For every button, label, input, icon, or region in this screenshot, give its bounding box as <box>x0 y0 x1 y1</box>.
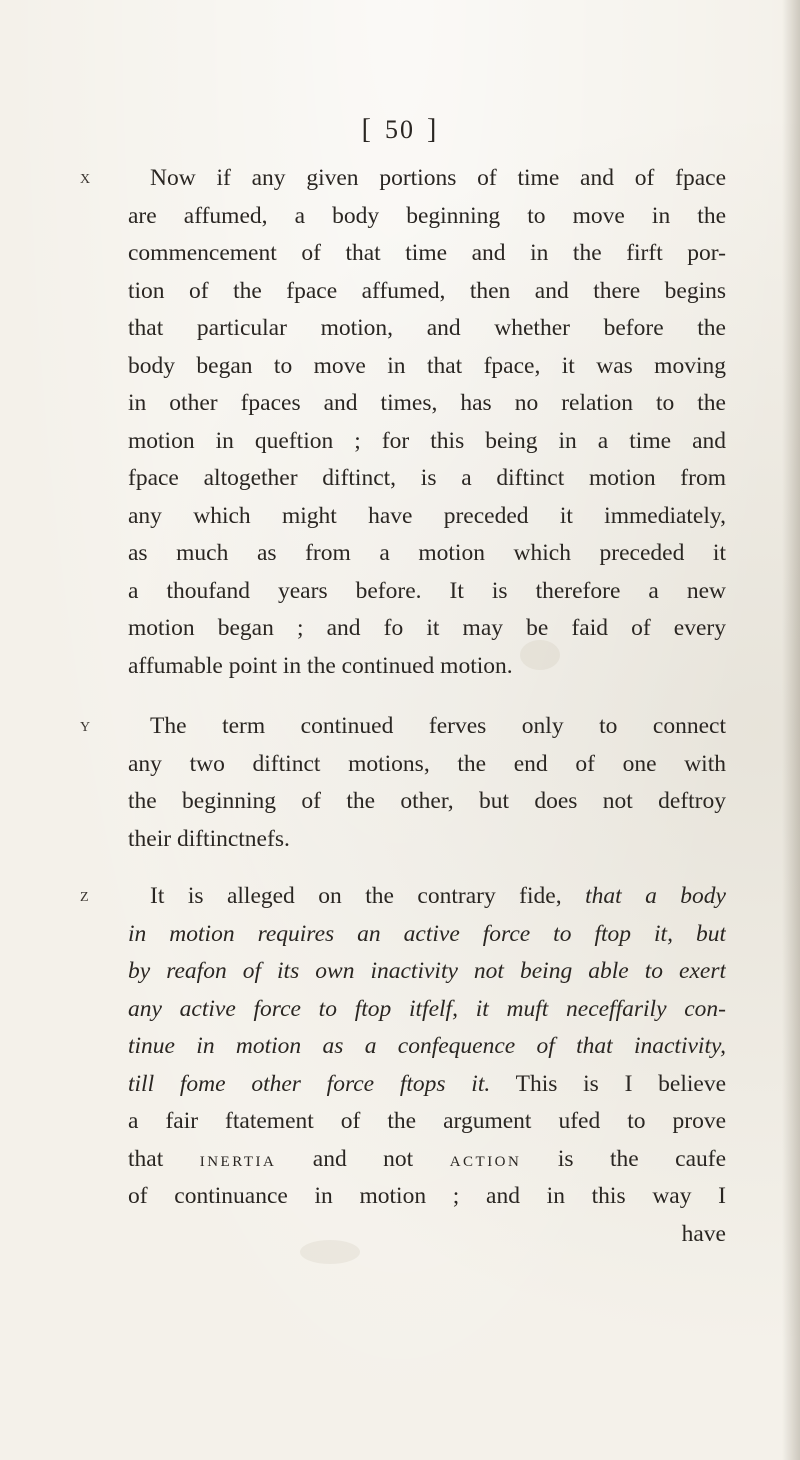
text-line: affumable point in the continued motion. <box>128 652 513 679</box>
text-line: as much as from a motion which preceded it <box>128 540 726 566</box>
text-line: in motion requires an active force to ftop it, but <box>128 920 726 947</box>
paragraph-z <box>128 878 726 1253</box>
text-line: The term continued ferves only to connect <box>150 713 726 739</box>
catchword: have <box>681 1220 726 1247</box>
italic-text-run: till fome other force ftops it. <box>128 1070 491 1097</box>
text-line: their diftinctnefs. <box>128 825 290 852</box>
text-line: fpace altogether diftinct, is a diftinct motion from <box>128 465 726 491</box>
text-line: are affumed, a body beginning to move in the <box>128 202 726 229</box>
text-line: any which might have preceded it immediately, <box>128 502 726 529</box>
text-line: motion began ; and fo it may be faid of every <box>128 615 726 641</box>
margin-marker-z: Z <box>80 890 89 905</box>
text-line: body began to move in that fpace, it was moving <box>128 352 726 379</box>
text-run: and not <box>312 1145 414 1172</box>
text-run: This is I believe <box>515 1070 726 1097</box>
text-line: in other fpaces and times, has no relation to the <box>128 390 726 416</box>
page-number: 50 <box>385 115 415 144</box>
text-line: any active force to ftop itfelf, it muft neceffarily con- <box>128 995 726 1022</box>
header-close-bracket: ] <box>427 114 439 145</box>
small-caps-word: ACTION <box>449 1153 522 1170</box>
text-line <box>128 1141 726 1179</box>
text-line: Now if any given portions of time and of fpace <box>150 165 726 191</box>
small-caps-word: INERTIA <box>199 1153 277 1170</box>
text-line <box>128 878 726 916</box>
text-line: tion of the fpace affumed, then and there begins <box>128 277 726 304</box>
margin-marker-x: X <box>80 172 91 187</box>
text-run: that <box>128 1145 164 1172</box>
header-open-bracket: [ <box>361 114 373 145</box>
text-line: of continuance in motion ; and in this way I <box>128 1183 726 1209</box>
text-line: the beginning of the other, but does not deftroy <box>128 788 726 814</box>
margin-marker-y: Y <box>80 720 91 735</box>
text-line: commencement of that time and in the firft por- <box>128 240 726 266</box>
text-line <box>128 1066 726 1104</box>
text-line: that particular motion, and whether before the <box>128 315 726 341</box>
text-line: any two diftinct motions, the end of one with <box>128 750 726 777</box>
text-line: by reafon of its own inactivity not being able to exert <box>128 958 726 984</box>
text-run: is the caufe <box>557 1145 726 1172</box>
paragraph-x <box>128 160 726 685</box>
page-edge-shadow <box>782 0 800 1460</box>
italic-text-run: that a body <box>585 883 726 909</box>
text-line: a fair ftatement of the argument ufed to prove <box>128 1108 726 1134</box>
text-line: a thoufand years before. It is therefore a new <box>128 577 726 604</box>
paragraph-y <box>128 708 726 858</box>
text-line: motion in queftion ; for this being in a time and <box>128 427 726 454</box>
page-header <box>0 114 800 146</box>
text-run: It is alleged on the contrary fide, <box>150 883 562 909</box>
text-line: tinue in motion as a confequence of that inactivity, <box>128 1033 726 1059</box>
